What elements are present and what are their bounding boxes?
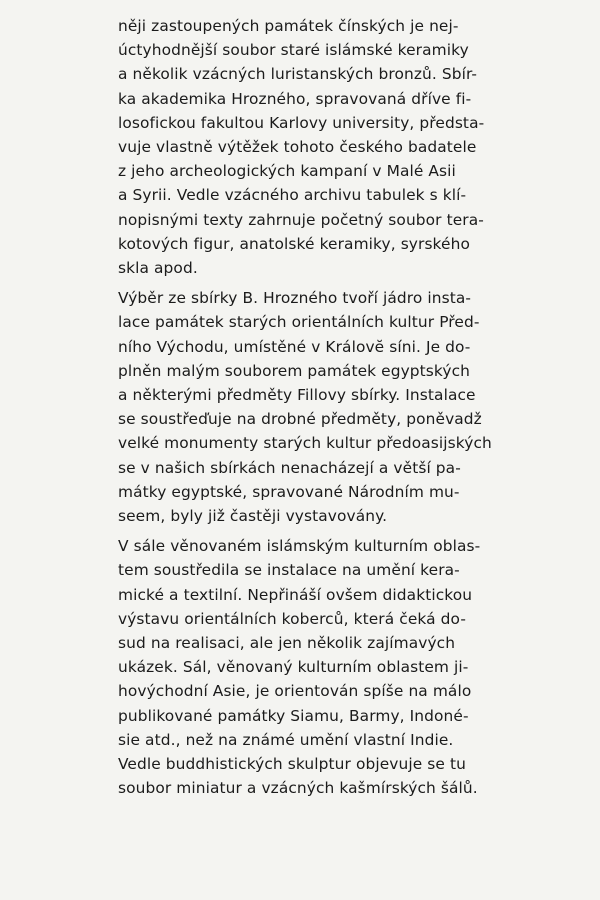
text-line: mátky egyptské, spravované Národním mu- — [118, 482, 460, 501]
text-line: se v našich sbírkách nenacházejí a větší pa- — [118, 458, 461, 477]
text-line: ního Východu, umístěné v Královĕ síni. Je do- — [118, 337, 471, 356]
text-line: Vedle buddhistických skulptur objevuje se tu — [118, 755, 466, 774]
text-line: ukázek. Sál, věnovaný kulturním oblastem ji- — [118, 658, 469, 677]
paragraph-2 — [118, 286, 498, 528]
text-line: Výběr ze sbírky B. Hrozného tvoří jádro insta- — [118, 289, 472, 308]
text-line: se soustřeďuje na drobné předměty, poněvadž — [118, 410, 482, 429]
body-text — [118, 14, 498, 807]
text-line: plněn malým souborem památek egyptských — [118, 361, 471, 380]
text-line: mické a textilní. Nepřináší ovšem didaktickou — [118, 585, 473, 604]
text-line: velké monumenty starých kultur předoasijských — [118, 434, 492, 453]
text-line: vuje vlastně výtěžek tohoto českého badatele — [118, 138, 477, 157]
text-line: skla apod. — [118, 259, 198, 278]
text-line: ka akademika Hrozného, spravovaná dříve fi- — [118, 89, 472, 108]
paragraph-3 — [118, 534, 498, 800]
paragraph-1 — [118, 14, 498, 280]
text-line: úctyhodnější soubor staré islámské keramiky — [118, 41, 469, 60]
text-line: seem, byly již častěji vystavovány. — [118, 507, 388, 526]
text-line: sud na realisaci, ale jen několik zajímavých — [118, 634, 456, 653]
text-line: tem soustředila se instalace na umění kera- — [118, 561, 460, 580]
text-line: lace památek starých orientálních kultur Před- — [118, 313, 480, 332]
text-line: a několik vzácných luristanských bronzů. Sbír- — [118, 65, 478, 84]
text-line: nopisnými texty zahrnuje početný soubor tera- — [118, 210, 484, 229]
text-line: soubor miniatur a vzácných kašmírských šálů. — [118, 779, 478, 798]
text-line: a některými předměty Fillovy sbírky. Instalace — [118, 386, 476, 405]
text-line: hovýchodní Asie, je orientován spíše na málo — [118, 682, 472, 701]
text-line: z jeho archeologických kampaní v Malé Asii — [118, 162, 456, 181]
text-line: kotových figur, anatolské keramiky, syrského — [118, 234, 470, 253]
text-line: losofickou fakultou Karlovy university, předsta- — [118, 113, 485, 132]
text-line: sie atd., než na známé umění vlastní Indie. — [118, 730, 454, 749]
text-line: publikované památky Siamu, Barmy, Indoné- — [118, 706, 469, 725]
text-line: a Syrii. Vedle vzácného archivu tabulek s klí- — [118, 186, 467, 205]
text-line: výstavu orientálních koberců, která čeká do- — [118, 609, 466, 628]
text-line: něji zastoupených památek čínských je nej- — [118, 17, 459, 35]
text-line: V sále věnovaném islámským kulturním oblas- — [118, 537, 481, 556]
